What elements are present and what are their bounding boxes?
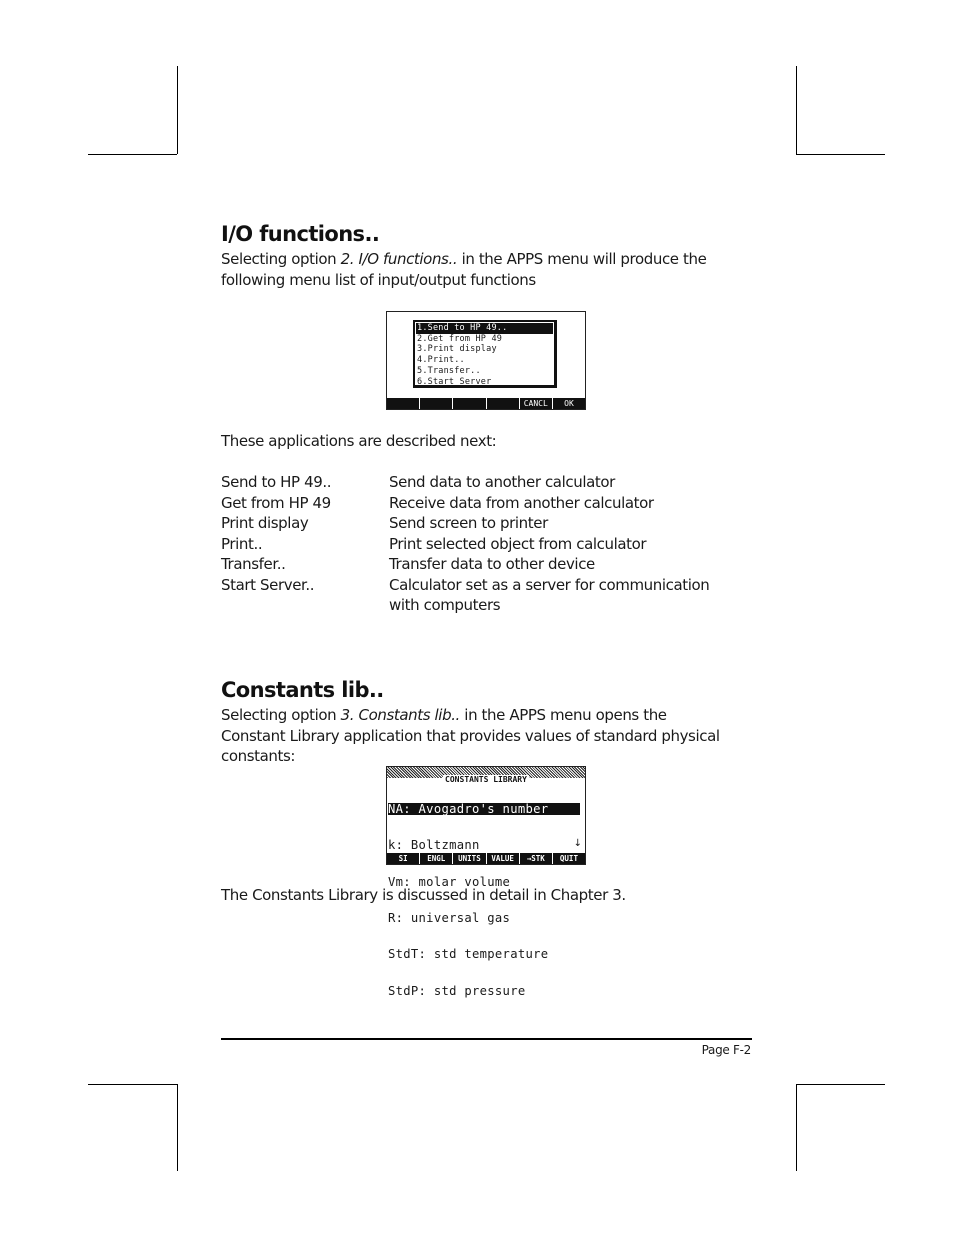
io-menu-item[interactable]: 3.Print display [417, 344, 497, 355]
constants-line[interactable]: k: Boltzmann [388, 838, 480, 853]
footer-rule [221, 1038, 752, 1040]
io-menu-list [416, 323, 553, 387]
io-intro-option: 2. I/O functions.. [340, 250, 458, 268]
definition-row [221, 493, 734, 514]
softkey-si[interactable]: SI [387, 853, 420, 864]
described-next-text: These applications are described next: [221, 432, 497, 450]
constants-softkey-bar [387, 853, 585, 864]
crop-mark [796, 1084, 885, 1085]
definition-row [221, 534, 734, 555]
crop-mark [796, 154, 885, 155]
io-softkey[interactable] [487, 398, 520, 409]
scroll-down-arrow-icon: ↓ [573, 838, 582, 849]
definition-row [221, 554, 734, 575]
constants-title: CONSTANTS LIBRARY [445, 775, 527, 784]
constants-closing-text: The Constants Library is discussed in detail in Chapter 3. [221, 886, 626, 904]
constants-line[interactable]: R: universal gas [388, 911, 511, 926]
io-intro-text: in the APPS menu will produce the following menu list of input/output functions [221, 250, 707, 289]
definition-desc: Receive data from another calculator [389, 493, 654, 512]
io-softkey[interactable] [420, 398, 453, 409]
crop-mark [88, 1084, 177, 1085]
crop-mark [796, 66, 797, 154]
definition-row [221, 513, 734, 534]
definition-desc: Send screen to printer [389, 514, 548, 532]
io-softkey[interactable] [453, 398, 486, 409]
definition-term: Print.. [221, 534, 263, 553]
softkey-to-stack[interactable]: →STK [520, 853, 553, 864]
constants-intro-text: Selecting option [221, 706, 341, 724]
definition-desc: Print selected object from calculator [389, 534, 647, 553]
io-softkey[interactable] [387, 398, 420, 409]
definition-desc: Calculator set as a server for communication with computers [389, 575, 710, 614]
io-intro-paragraph [221, 249, 721, 290]
definition-term: Transfer.. [221, 555, 286, 573]
constants-line[interactable]: NA: Avogadro's number [388, 803, 580, 815]
io-menu-item[interactable]: 1.Send to HP 49.. [416, 323, 553, 334]
softkey-units[interactable]: UNITS [453, 853, 486, 864]
io-menu-box [413, 320, 557, 388]
definition-term: Get from HP 49 [221, 493, 331, 512]
softkey-quit[interactable]: QUIT [559, 854, 578, 863]
io-calculator-screen [386, 311, 586, 410]
io-menu-item[interactable]: 2.Get from HP 49 [417, 333, 503, 344]
io-menu-item[interactable]: 5.Transfer.. [417, 365, 481, 376]
definition-row [221, 575, 734, 616]
definition-desc: Send data to another calculator [389, 473, 615, 491]
io-softkey-ok[interactable]: OK [564, 399, 574, 408]
definition-desc: Transfer data to other device [389, 555, 595, 573]
constants-title-bar [387, 767, 585, 784]
crop-mark [177, 1084, 178, 1171]
constants-line[interactable]: StdT: std temperature [388, 947, 549, 962]
crop-mark [177, 66, 178, 154]
io-softkey-cancel[interactable]: CANCL [520, 398, 553, 409]
crop-mark [796, 1084, 797, 1171]
constants-intro-text: in the APPS menu opens the Constant Library application that provides values of standard physical constants: [221, 706, 720, 765]
constants-lib-heading: Constants lib.. [221, 678, 384, 702]
constants-line[interactable]: StdP: std pressure [388, 983, 526, 998]
io-softkey-bar [387, 398, 585, 409]
io-menu-item[interactable]: 4.Print.. [417, 355, 465, 366]
definition-term: Start Server.. [221, 575, 315, 594]
softkey-value[interactable]: VALUE [487, 853, 520, 864]
io-functions-heading: I/O functions.. [221, 222, 380, 246]
io-definitions-list [221, 472, 734, 616]
definition-row [221, 472, 734, 493]
page-number: Page F-2 [701, 1043, 751, 1057]
crop-mark [88, 154, 177, 155]
softkey-engl[interactable]: ENGL [420, 853, 453, 864]
io-intro-text: Selecting option [221, 250, 341, 268]
constants-line[interactable]: Vm: molar volume [388, 874, 511, 889]
constants-calculator-screen [386, 766, 586, 998]
definition-term: Send to HP 49.. [221, 473, 332, 491]
io-menu-item[interactable]: 6.Start Server [417, 376, 492, 387]
constants-intro-paragraph [221, 705, 721, 767]
definition-term: Print display [221, 514, 309, 532]
constants-intro-option: 3. Constants lib.. [340, 706, 460, 724]
